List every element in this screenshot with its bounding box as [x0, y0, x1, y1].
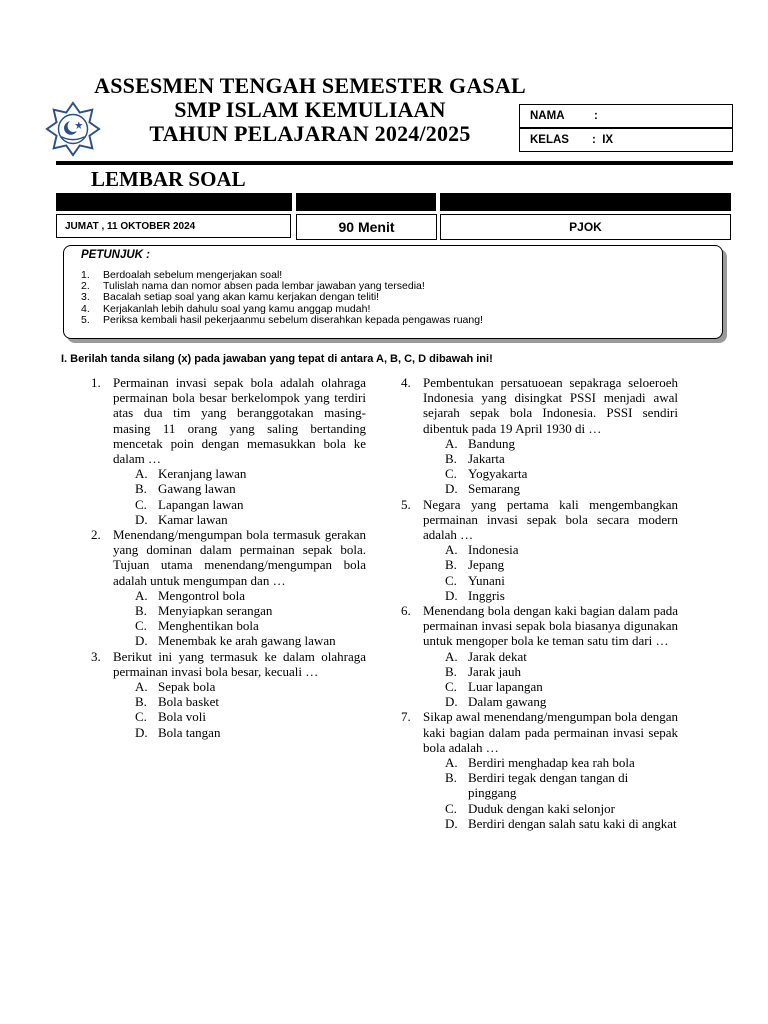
exam-title-line-1: ASSESMEN TENGAH SEMESTER GASAL: [94, 73, 526, 98]
instruction-item: 3. Bacalah setiap soal yang akan kamu kerjakan dengan teliti!: [81, 291, 380, 304]
instruction-item: 1. Berdoalah sebelum mengerjakan soal!: [81, 269, 283, 281]
answer-option[interactable]: A. Berdiri menghadap kea rah bola: [445, 755, 635, 771]
question-text: Negara yang pertama kali mengembangkan permainan invasi sepak bola secara modern adalah …: [423, 496, 678, 543]
answer-options: [423, 436, 678, 497]
question-2: 2. Menendang/mengumpan bola termasuk gerakan yang dominan dalam permainan sepak bola. Tujuan utama menendang/mengumpan bola adalah untuk mengumpan dan … A. Mengontrol bola B. Menyiapkan serangan C. Menghentikan bola D. Menembak ke arah gawang lawan: [91, 527, 366, 649]
answer-options: [423, 649, 678, 710]
answer-option[interactable]: D. Kamar lawan: [135, 511, 228, 527]
answer-option[interactable]: D. Berdiri dengan salah satu kaki di angkat: [445, 815, 677, 831]
question-column-right: [401, 375, 678, 831]
answer-options: [113, 466, 366, 527]
kelas-field[interactable]: [519, 128, 733, 152]
answer-option[interactable]: C. Bola voli: [135, 709, 207, 725]
info-header-bar-duration: [296, 193, 436, 211]
answer-option[interactable]: B. Jepang: [445, 557, 505, 573]
question-5: 5. Negara yang pertama kali mengembangkan permainan invasi sepak bola secara modern adalah … A. Indonesia B. Jepang C. Yunani D. Inggris: [401, 496, 678, 603]
answer-option[interactable]: C. Yunani: [445, 572, 505, 588]
answer-options: [113, 588, 366, 649]
info-header-bar-date: [56, 193, 292, 211]
instruction-item: 2. Tulislah nama dan nomor absen pada lembar jawaban yang tersedia!: [81, 280, 425, 293]
answer-option[interactable]: C. Luar lapangan: [445, 679, 543, 695]
nama-field[interactable]: [519, 104, 733, 128]
answer-option[interactable]: C. Menghentikan bola: [135, 618, 259, 634]
kelas-label: KELAS: [530, 134, 569, 146]
answer-option[interactable]: A. Indonesia: [445, 542, 519, 558]
answer-option[interactable]: B. Jakarta: [445, 451, 505, 467]
answer-option[interactable]: B. Berdiri tegak dengan tangan di pinggang: [445, 770, 629, 801]
answer-option[interactable]: A. Keranjang lawan: [135, 466, 247, 482]
instructions-list: [64, 270, 483, 326]
answer-option[interactable]: D. Menembak ke arah gawang lawan: [135, 633, 336, 649]
exam-subject: PJOK: [440, 214, 731, 240]
question-4: 4. Pembentukan persatuoean sepakraga seloeroeh Indonesia yang disingkat PSSI menjadi awal sejarah sepak bola Indonesia. PSSI sendiri dibentuk pada 19 April 1930 di … A. Bandung B. Jakarta C. Yogyakarta D. Semarang: [401, 375, 678, 497]
question-text: Menendang bola dengan kaki bagian dalam pada permainan invasi sepak bola biasanya digunakan untuk mengoper bola ke teman satu tim dari …: [423, 603, 678, 649]
kelas-value: : IX: [592, 134, 614, 146]
section-instruction: I. Berilah tanda silang (x) pada jawaban yang tepat di antara A, B, C, D dibawah ini!: [61, 353, 493, 365]
answer-option[interactable]: D. Dalam gawang: [445, 694, 547, 710]
answer-option[interactable]: B. Bola basket: [135, 694, 220, 710]
nama-label: NAMA: [530, 110, 565, 122]
answer-options: [423, 755, 678, 831]
answer-option[interactable]: B. Menyiapkan serangan: [135, 603, 273, 619]
question-text: Pembentukan persatuoean sepakraga seloeroeh Indonesia yang disingkat PSSI menjadi awal sejarah sepak bola Indonesia. PSSI sendiri dibentuk pada 19 April 1930 di …: [423, 375, 678, 436]
school-name: SMP ISLAM KEMULIAAN: [174, 97, 446, 122]
answer-option[interactable]: C. Lapangan lawan: [135, 496, 244, 512]
answer-option[interactable]: C. Duduk dengan kaki selonjor: [445, 800, 615, 816]
question-6: 6. Menendang bola dengan kaki bagian dalam pada permainan invasi sepak bola biasanya digunakan untuk mengoper bola ke teman satu tim dari … A. Jarak dekat B. Jarak jauh C. Luar lapangan D. Dalam gawang: [401, 603, 678, 710]
exam-date: JUMAT , 11 OKTOBER 2024: [56, 214, 291, 238]
answer-option[interactable]: C. Yogyakarta: [445, 466, 528, 482]
question-text: Permainan invasi sepak bola adalah olahraga permainan bola besar berkelompok yang terdiri atas dua tim yang beranggotakan masing-masing 11 orang yang saling bertanding mencetak poin dengan memasukkan bola ke dalam …: [113, 375, 366, 467]
instruction-item: 5. Periksa kembali hasil pekerjaanmu sebelum diserahkan kepada pengawas ruang!: [81, 313, 483, 326]
answer-options: [113, 679, 366, 740]
answer-option[interactable]: B. Gawang lawan: [135, 481, 236, 497]
question-column-left: [91, 375, 366, 740]
answer-option[interactable]: A. Mengontrol bola: [135, 587, 246, 603]
question-3: 3. Berikut ini yang termasuk ke dalam olahraga permainan invasi bola besar, kecuali … A. Sepak bola B. Bola basket C. Bola voli D. Bola tangan: [91, 648, 366, 740]
question-text: Menendang/mengumpan bola termasuk gerakan yang dominan dalam permainan sepak bola. Tujuan utama menendang/mengumpan bola adalah untuk mengumpan dan …: [113, 527, 366, 588]
question-7: 7. Sikap awal menendang/mengumpan bola dengan kaki bagian dalam pada permainan invasi sepak bola adalah … A. Berdiri menghadap kea rah bola B. Berdiri tegak dengan tangan di pinggang C. Duduk dengan kaki selonjor D. Berdiri dengan salah satu kaki di angkat: [401, 709, 678, 831]
question-text: Berikut ini yang termasuk ke dalam olahraga permainan invasi bola besar, kecuali …: [113, 648, 366, 679]
answer-option[interactable]: A. Jarak dekat: [445, 648, 527, 664]
info-header-bar-subject: [440, 193, 731, 211]
instructions-box: [63, 245, 723, 339]
exam-title: [80, 74, 540, 146]
instructions-title: PETUNJUK :: [81, 249, 151, 261]
answer-option[interactable]: A. Sepak bola: [135, 679, 216, 695]
answer-option[interactable]: D. Semarang: [445, 481, 520, 497]
question-text: Sikap awal menendang/mengumpan bola dengan kaki bagian dalam pada permainan invasi sepak bola adalah …: [423, 709, 678, 755]
answer-options: [423, 542, 678, 603]
answer-option[interactable]: A. Bandung: [445, 435, 515, 451]
answer-option[interactable]: D. Inggris: [445, 587, 505, 603]
exam-duration: 90 Menit: [296, 214, 437, 240]
instruction-item: 4. Kerjakanlah lebih dahulu soal yang kamu anggap mudah!: [81, 302, 371, 315]
student-id-box: [519, 104, 733, 152]
answer-option[interactable]: B. Jarak jauh: [445, 663, 522, 679]
sheet-title: LEMBAR SOAL: [91, 167, 246, 191]
header-divider: [56, 161, 733, 165]
question-1: 1. Permainan invasi sepak bola adalah olahraga permainan bola besar berkelompok yang terdiri atas dua tim yang beranggotakan masing-masing 11 orang yang saling bertanding mencetak poin dengan memasukkan bola ke dalam … A. Keranjang lawan B. Gawang lawan C. Lapangan lawan D. Kamar lawan: [91, 375, 366, 527]
answer-option[interactable]: D. Bola tangan: [135, 724, 221, 740]
academic-year: TAHUN PELAJARAN 2024/2025: [149, 121, 471, 146]
nama-separator: :: [594, 110, 598, 122]
